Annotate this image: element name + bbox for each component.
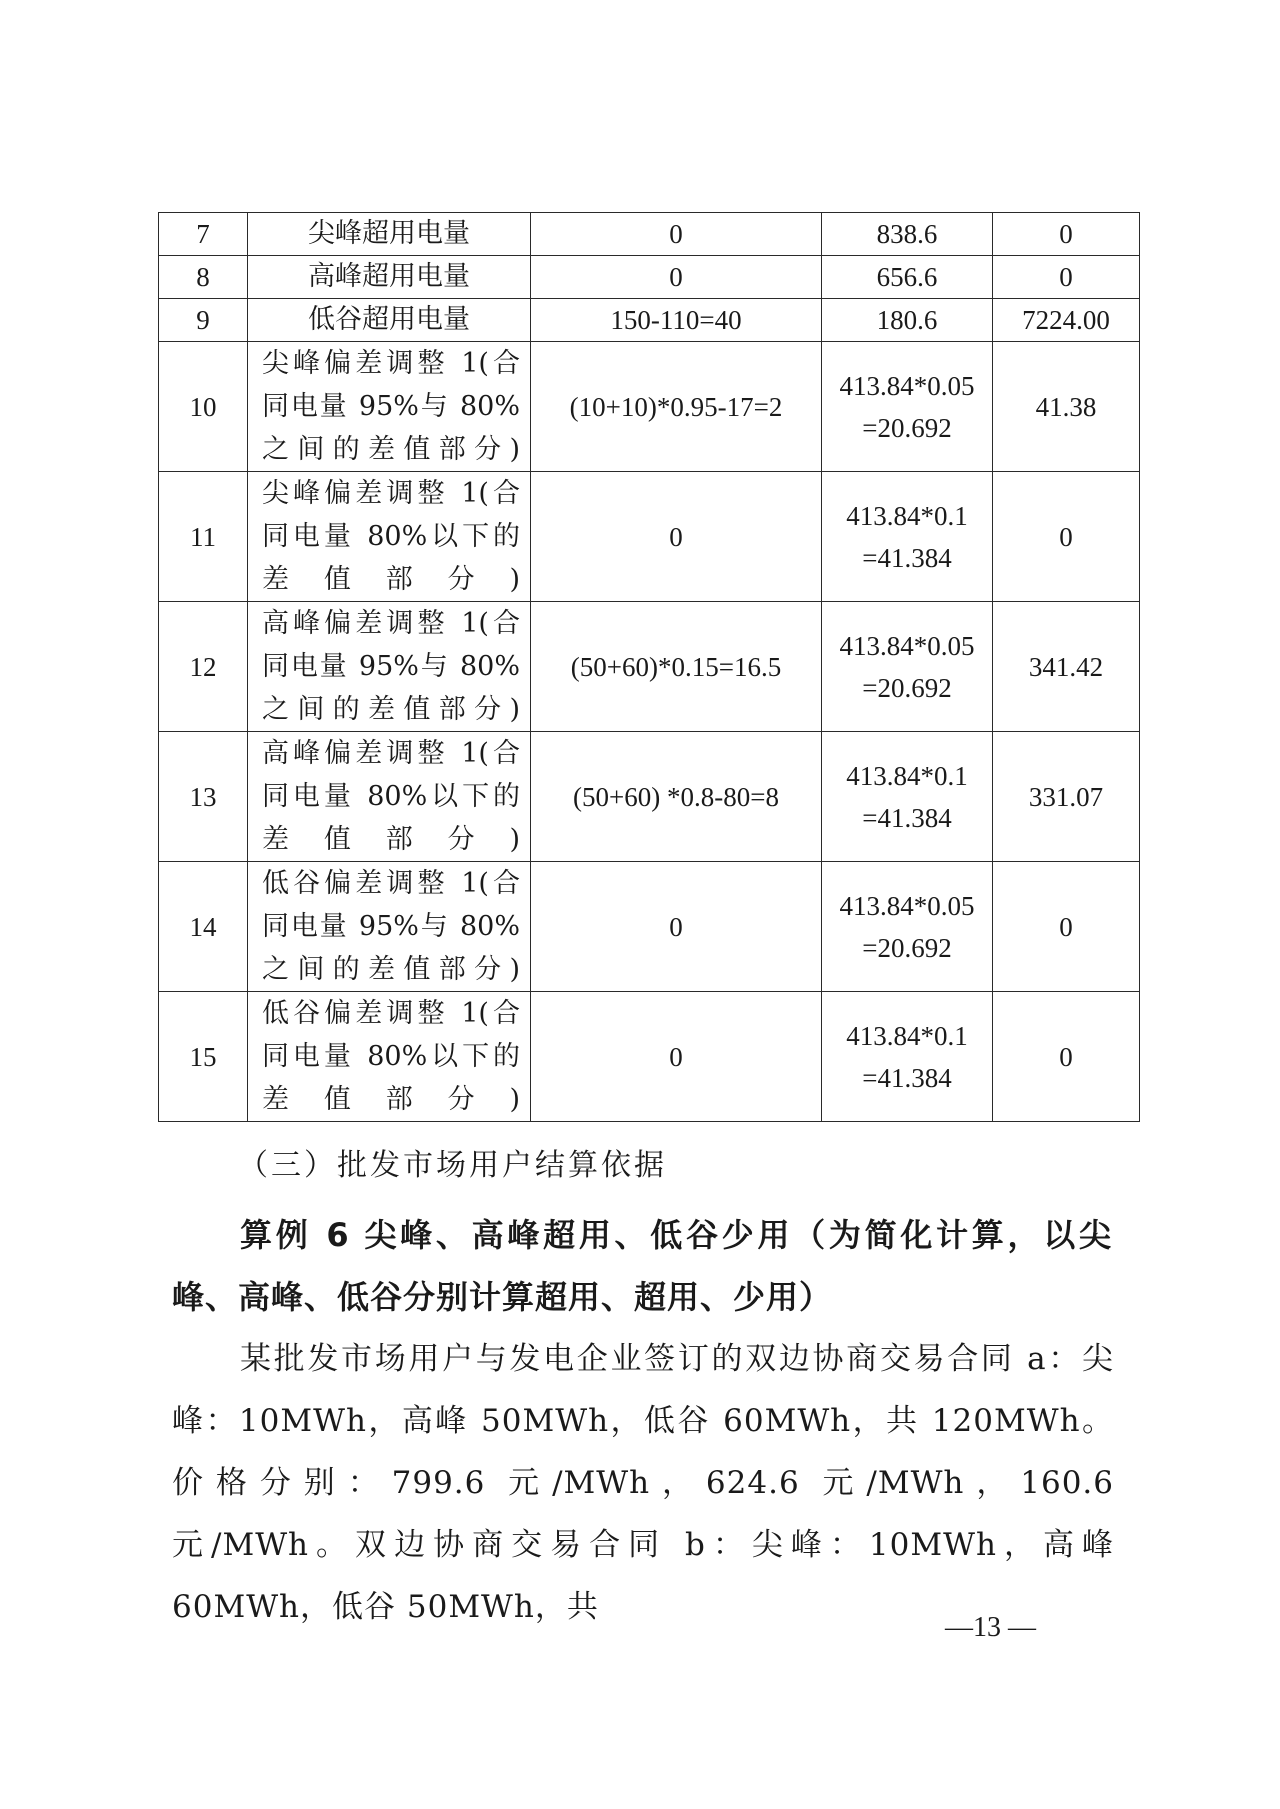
row-number-cell: 15 [159,992,248,1122]
item-name-cell-line: 之间的差值部分) [262,694,520,725]
item-name-cell-line: 同电量 80%以下的 [262,521,520,552]
item-name-cell-line: 同电量 80%以下的 [262,1041,520,1072]
quantity-cell: 0 [531,213,822,256]
item-name-cell-line: 尖峰偏差调整 1(合 [262,478,520,509]
quantity-cell: (10+10)*0.95-17=2 [531,342,822,472]
amount-cell: 0 [993,862,1140,992]
item-name-cell [248,862,531,992]
row-number-cell: 10 [159,342,248,472]
amount-cell: 0 [993,256,1140,299]
item-name-cell-line: 之间的差值部分) [262,954,520,985]
price-cell-line: =41.384 [862,1062,952,1093]
item-name-cell-line: 差值部分) [262,564,520,595]
price-cell-line: 413.84*0.1 [846,760,968,791]
page-number: —13 — [945,1612,1036,1643]
amount-cell: 341.42 [993,602,1140,732]
amount-cell: 41.38 [993,342,1140,472]
table-row [159,299,1140,342]
item-name-cell-line: 低谷超用电量 [308,304,470,335]
item-name-cell-line: 同电量 80%以下的 [262,781,520,812]
table-row [159,992,1140,1122]
price-cell-line: 180.6 [876,305,938,335]
table-row [159,602,1140,732]
price-cell-line: 413.84*0.05 [839,630,975,661]
item-name-cell [248,992,531,1122]
amount-cell: 7224.00 [993,299,1140,342]
price-cell [822,213,993,256]
price-cell [822,472,993,602]
price-cell-line: 413.84*0.1 [846,500,968,531]
price-cell-line: =41.384 [862,802,952,833]
price-cell [822,732,993,862]
amount-cell: 331.07 [993,732,1140,862]
item-name-cell-line: 低谷偏差调整 1(合 [262,998,520,1029]
table-row [159,342,1140,472]
quantity-cell: 0 [531,992,822,1122]
price-cell [822,299,993,342]
quantity-cell: 0 [531,862,822,992]
item-name-cell [248,256,531,299]
table-row [159,862,1140,992]
price-cell-line: 413.84*0.05 [839,370,975,401]
item-name-cell-line: 尖峰超用电量 [308,218,470,249]
price-cell-line: =20.692 [862,412,952,443]
row-number-cell: 13 [159,732,248,862]
price-cell-line: =41.384 [862,542,952,573]
price-cell [822,342,993,472]
item-name-cell-line: 尖峰偏差调整 1(合 [262,348,520,379]
amount-cell: 0 [993,992,1140,1122]
item-name-cell [248,342,531,472]
item-name-cell [248,472,531,602]
price-cell-line: =20.692 [862,672,952,703]
quantity-cell: 0 [531,472,822,602]
item-name-cell-line: 高峰偏差调整 1(合 [262,608,520,639]
example-title: 算例 6 尖峰、高峰超用、低谷少用（为简化计算，以尖峰、高峰、低谷分别计算超用、超用、少用） [172,1216,1112,1316]
item-name-cell [248,602,531,732]
row-number-cell: 14 [159,862,248,992]
item-name-cell-line: 同电量 95%与 80% [262,651,520,682]
amount-cell: 0 [993,213,1140,256]
row-number-cell: 8 [159,256,248,299]
quantity-cell: (50+60) *0.8-80=8 [531,732,822,862]
item-name-cell [248,299,531,342]
table-row [159,256,1140,299]
item-name-cell-line: 之间的差值部分) [262,434,520,465]
price-cell-line: 838.6 [876,219,938,249]
price-cell-line: 413.84*0.05 [839,890,975,921]
price-cell [822,602,993,732]
item-name-cell-line: 差值部分) [262,824,520,855]
item-name-cell-line: 同电量 95%与 80% [262,911,520,942]
item-name-cell [248,732,531,862]
quantity-cell: 0 [531,256,822,299]
row-number-cell: 9 [159,299,248,342]
table-row [159,732,1140,862]
price-cell [822,862,993,992]
price-cell-line: =20.692 [862,932,952,963]
item-name-cell [248,213,531,256]
item-name-cell-line: 差值部分) [262,1084,520,1115]
section-heading: （三）批发市场用户结算依据 [238,1148,667,1183]
price-cell [822,992,993,1122]
row-number-cell: 7 [159,213,248,256]
table-row [159,472,1140,602]
price-cell-line: 656.6 [876,262,938,292]
quantity-cell: 150-110=40 [531,299,822,342]
quantity-cell: (50+60)*0.15=16.5 [531,602,822,732]
item-name-cell-line: 高峰偏差调整 1(合 [262,738,520,769]
price-cell-line: 413.84*0.1 [846,1020,968,1051]
item-name-cell-line: 高峰超用电量 [308,261,470,292]
table-row [159,213,1140,256]
item-name-cell-line: 同电量 95%与 80% [262,391,520,422]
price-cell [822,256,993,299]
body-paragraph: 某批发市场用户与发电企业签订的双边协商交易合同 a：尖峰：10MWh，高峰 50MWh，低谷 60MWh，共 120MWh。价格分别：799.6 元/MWh，624.6 元/MWh，160.6 元/MWh。双边协商交易合同 b：尖峰：10MWh，高峰 60MWh，低谷 50MWh，共 [172,1341,1114,1625]
row-number-cell: 12 [159,602,248,732]
item-name-cell-line: 低谷偏差调整 1(合 [262,868,520,899]
amount-cell: 0 [993,472,1140,602]
settlement-calculation-table [158,212,1140,1122]
row-number-cell: 11 [159,472,248,602]
